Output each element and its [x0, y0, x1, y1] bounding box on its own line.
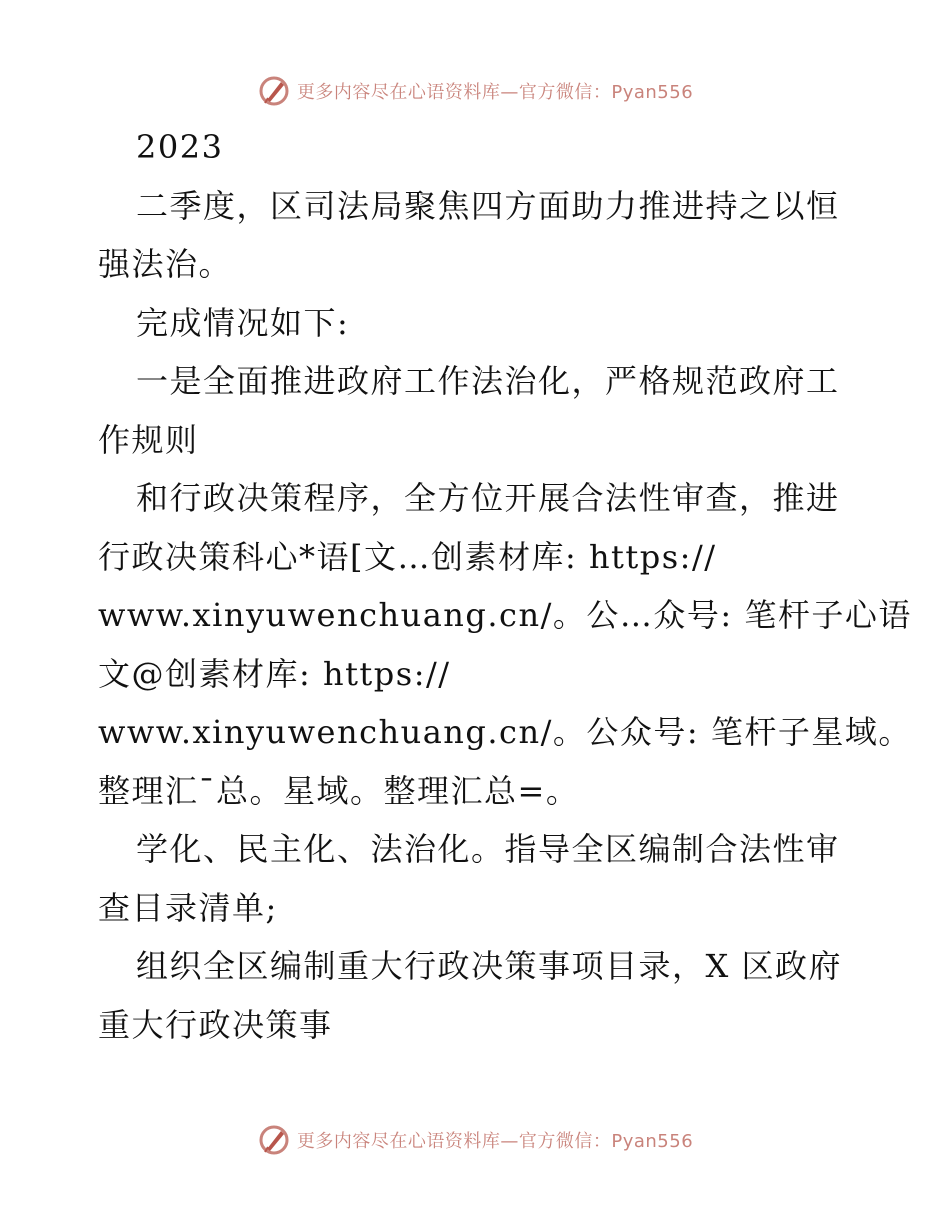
text-line: 重大行政决策事: [98, 1005, 333, 1044]
text-line: 组织全区编制重大行政决策事项目录，X 区政府: [136, 947, 842, 985]
text-line: www.xinyuwenchuang.cn/。公众号: 笔杆子星域。: [98, 713, 912, 751]
document-body: [98, 118, 912, 1054]
header-watermark: [0, 71, 950, 111]
text-line: 二季度，区司法局聚焦四方面助力推进持之以恒: [136, 186, 840, 225]
text-line: 学化、民主化、法治化。指导全区编制合法性审: [136, 830, 840, 868]
text-line: 一是全面推进政府工作法治化，严格规范政府工: [136, 362, 840, 400]
text-line: 查目录清单;: [98, 888, 278, 927]
watermark-text: 更多内容尽在心语资料库—官方微信：Pyan556: [296, 82, 694, 103]
footer-watermark: [0, 1120, 950, 1160]
text-line: 文@创素材库: https://: [98, 654, 451, 693]
text-line: 强法治。: [98, 245, 233, 283]
text-line: 整理汇¯总。星域。整理汇总=。: [98, 771, 580, 810]
text-line: www.xinyuwenchuang.cn/。公…众号: 笔杆子心语: [98, 596, 912, 634]
text-line: 2023: [136, 128, 224, 166]
text-line: 和行政决策程序，全方位开展合法性审查，推进: [136, 479, 840, 517]
text-line: 行政决策科心*语[文…创素材库: https://: [98, 537, 717, 576]
text-line: 完成情况如下:: [136, 303, 350, 342]
quill-pen-circle-icon: [257, 1123, 291, 1157]
quill-pen-circle-icon: [257, 74, 291, 108]
watermark-text: 更多内容尽在心语资料库—官方微信：Pyan556: [296, 1131, 694, 1152]
text-line: 作规则: [98, 420, 199, 459]
